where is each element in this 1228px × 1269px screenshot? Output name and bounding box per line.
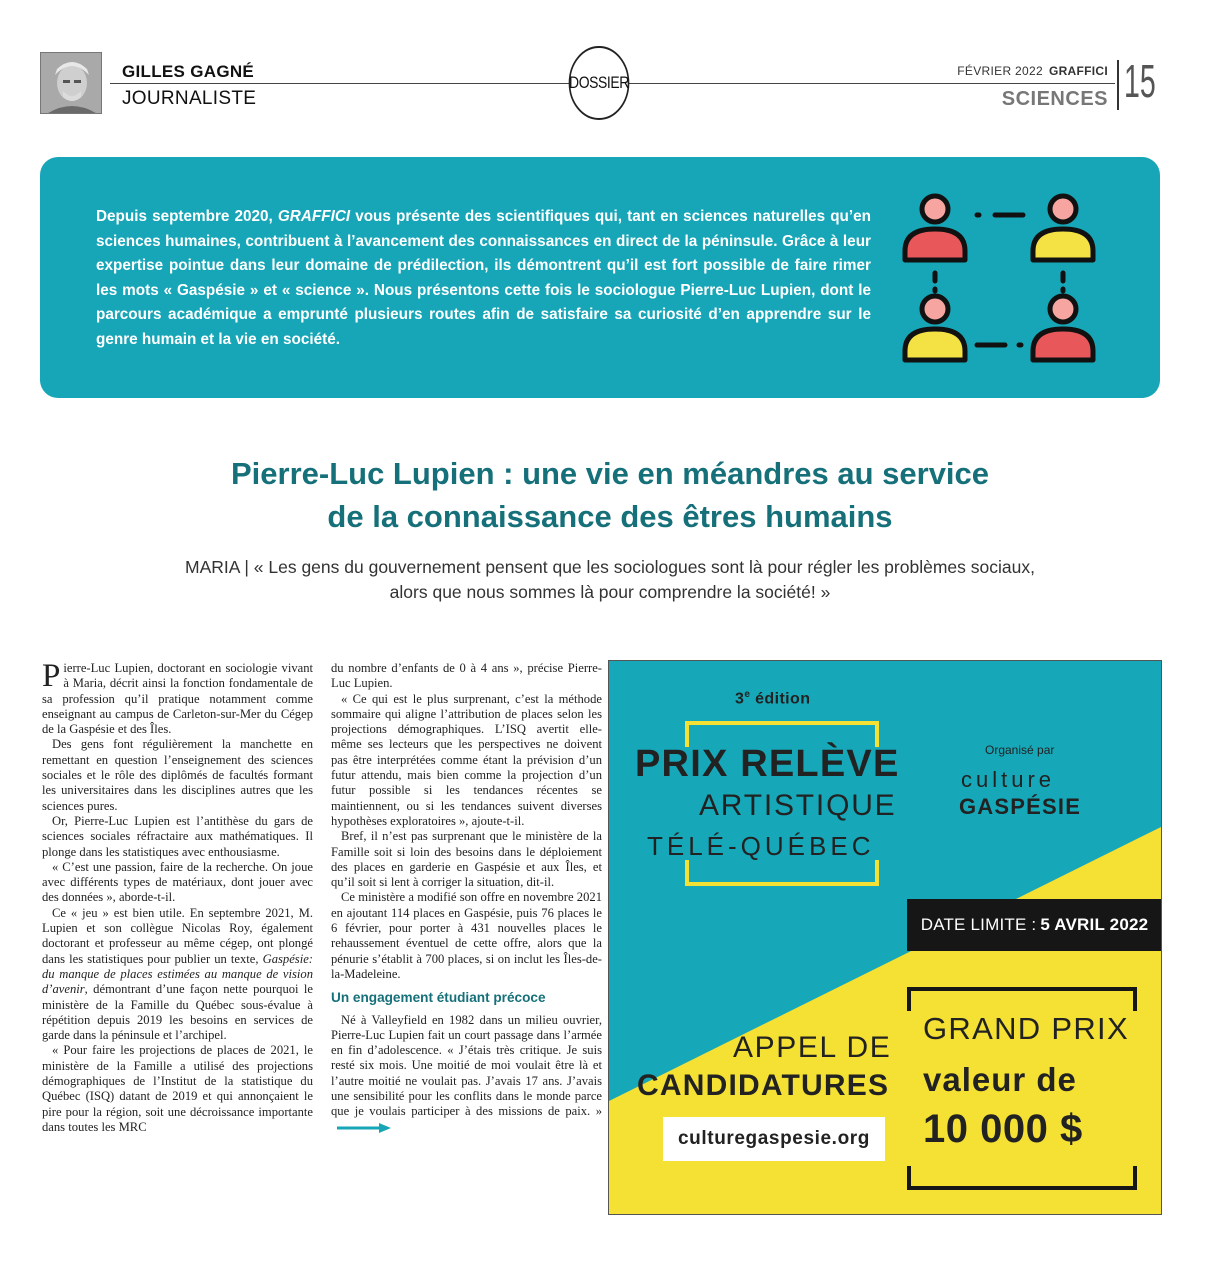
edition-number: 3 <box>735 690 745 708</box>
grand-prix-label: GRAND PRIX <box>923 1011 1129 1046</box>
article-lede <box>60 555 1160 605</box>
issue-info <box>957 64 1108 78</box>
author-avatar <box>40 52 102 114</box>
drop-cap: P <box>42 658 61 694</box>
page-number: 15 <box>1124 55 1156 107</box>
deadline-label: DATE LIMITE : <box>920 915 1037 934</box>
ad-website-link[interactable]: culturegaspesie.org <box>663 1117 885 1161</box>
article-column-2 <box>331 661 602 1135</box>
paragraph: du nombre d’enfants de 0 à 4 ans », précise Pierre-Luc Lupien. <box>331 661 602 691</box>
brand-name: GRAFFICI <box>1048 64 1108 78</box>
publication-title: Gaspésie: du manque de places estimées au manque de vision d’avenir <box>42 951 313 997</box>
intro-text-part: Depuis septembre 2020, <box>96 208 278 225</box>
paragraph <box>331 1013 602 1135</box>
paragraph: Bref, il n’est pas surprenant que le ministère de la Famille soit si loin des besoins dans le déploiement des places en garderie en Gaspésie et aux Îles, et qu’il soit si lent à corriger la situation, dit-il. <box>331 829 602 890</box>
paragraph <box>42 906 313 1044</box>
article-title-line: Pierre-Luc Lupien : une vie en méandres au service <box>230 456 990 491</box>
paragraph <box>42 658 313 737</box>
intro-text-part: vous présente des scientifiques qui, tant en sciences naturelles qu’en sciences humaines, contribuent à l’avancement des connaissances en direct de la péninsule. Grâce à leur expertise pointue dans leur domaine de prédilection, ils démontrent qu’il est fort possible de faire rimer les mots « Gaspésie » et « science ». Nous présentons cette fois le sociologue Pierre-Luc Lupien, dont le parcours académique a emprunté plusieurs routes afin de satisfaire sa curiosité d’en apprendre sur le genre humain et la vie en société. <box>96 208 871 348</box>
ad-title-line3: TÉLÉ-QUÉBEC <box>647 831 875 861</box>
article-title <box>60 452 1160 538</box>
paragraph: Des gens font régulièrement la manchette en remettant en question l’enseignement des sciences sociales et le rôle des diplômés de facultés formant les universitaires dans les disciplines autres que les sciences pures. <box>42 737 313 813</box>
lede-line: alors que nous sommes là pour comprendre la société! » <box>389 582 831 602</box>
culture-gaspesie-logo-line2: GASPÉSIE <box>959 794 1082 819</box>
paragraph: Ce ministère a modifié son offre en novembre 2021 en ajoutant 114 places en Gaspésie, puis 76 places le 6 février, pour porter à 431 nouvelles places le rehaussement éventuel de cette offre, alors que la pénurie s’établit à 700 places, si on inclut les Îles-de-la-Madeleine. <box>331 890 602 981</box>
arrow-right-icon <box>335 1123 391 1133</box>
paragraph-text: , démontrant d’une façon nette pourquoi le ministère de la Famille du Québec sous-évalue à répétition depuis 2019 les besoins en services de garde dans la péninsule et l’archipel. <box>42 982 313 1043</box>
issue-date: FÉVRIER 2022 <box>957 64 1043 78</box>
intro-box <box>40 157 1160 398</box>
ad-organizer-label: Organisé par <box>985 743 1055 757</box>
author-role: JOURNALISTE <box>122 88 257 109</box>
author-name: GILLES GAGNÉ <box>122 62 255 81</box>
dossier-badge: DOSSIER <box>569 46 630 120</box>
ad-call-line1: APPEL DE <box>733 1031 892 1064</box>
article-title-line: de la connaissance des êtres humains <box>327 499 893 534</box>
people-network-icon <box>895 185 1105 375</box>
intro-brand: GRAFFICI <box>277 208 351 225</box>
paragraph-text: Né à Valleyfield en 1982 dans un milieu ouvrier, Pierre-Luc Lupien fait un court passage dans l’armée en fin d’adolescence. « J’étais très critique. Je suis resté six mois. Une moitié de moi voulait être là et l’autre moitié ne voulait pas. J’avais 17 ans. J’avais une sensibilité pour les conflits dans le monde parce que je voulais participer à des missions de paix. » <box>331 1012 602 1119</box>
subheading: Un engagement étudiant précoce <box>331 990 546 1006</box>
intro-text <box>96 205 871 353</box>
paragraph: Or, Pierre-Luc Lupien est l’antithèse du gars de sciences sociales réfractaire aux mathématiques. Il plonge dans les statistiques avec enthousiasme. <box>42 813 313 859</box>
paragraph-text: Ce « jeu » est bien utile. En septembre 2021, M. Lupien et son collègue Nicolas Roy, également doctorant et professeur au même cégep, ont plongé dans les statistiques pour publier un texte, <box>42 905 313 966</box>
paragraph-text: ierre-Luc Lupien, doctorant en sociologie vivant à Maria, décrit ainsi la fonction fondamentale de sa profession qu’il pratique notamment comme enseignant au campus de Carleton-sur-Mer du Cégep de la Gaspésie et des Îles. <box>42 661 313 737</box>
edition-suffix: e <box>744 689 751 700</box>
culture-gaspesie-logo-line1: culture <box>961 767 1056 792</box>
prize-value-label: valeur de <box>923 1061 1077 1098</box>
edition-word: édition <box>750 690 811 708</box>
ad-title-line2: ARTISTIQUE <box>699 789 897 822</box>
article-column-1 <box>42 658 313 1135</box>
ad-call-line2: CANDIDATURES <box>637 1069 890 1102</box>
paragraph: « C’est une passion, faire de la recherche. On joue avec différents types de matériaux, dont jouer avec des données », aborde-t-il. <box>42 859 313 905</box>
header-separator <box>1117 60 1119 110</box>
ad-edition <box>735 689 810 708</box>
lede-line: MARIA | « Les gens du gouvernement pensent que les sociologues sont là pour régler les problèmes sociaux, <box>185 557 1035 577</box>
section-name: SCIENCES <box>1001 88 1108 110</box>
prize-amount: 10 000 $ <box>923 1107 1083 1151</box>
deadline-date: 5 AVRIL 2022 <box>1040 915 1149 934</box>
ad-title-line1: PRIX RELÈVE <box>635 743 900 785</box>
ad-deadline <box>907 899 1162 951</box>
paragraph: « Pour faire les projections de places de 2021, le ministère de la Famille a utilisé des projections démographiques de l’Institut de la statistique du Québec (ISQ) datant de 2019 et qui annonçaient le pire pour la région, soit une décroissance importante dans toutes les MRC <box>42 1043 313 1134</box>
prix-releve-ad[interactable] <box>608 660 1162 1215</box>
paragraph: « Ce qui est le plus surprenant, c’est la méthode sommaire qui aligne l’attribution de places selon les projections démographiques. L’ISQ avertit elle-même ses lecteurs que les perspectives ne doivent pas être interprétées comme étant la prévision d’un futur attendu, mais bien comme la projection d’un futur possible si les tendances récentes se maintiennent, ou si les tendances suivent diverses hypothèses exploratoires », ajoute-t-il. <box>331 691 602 828</box>
